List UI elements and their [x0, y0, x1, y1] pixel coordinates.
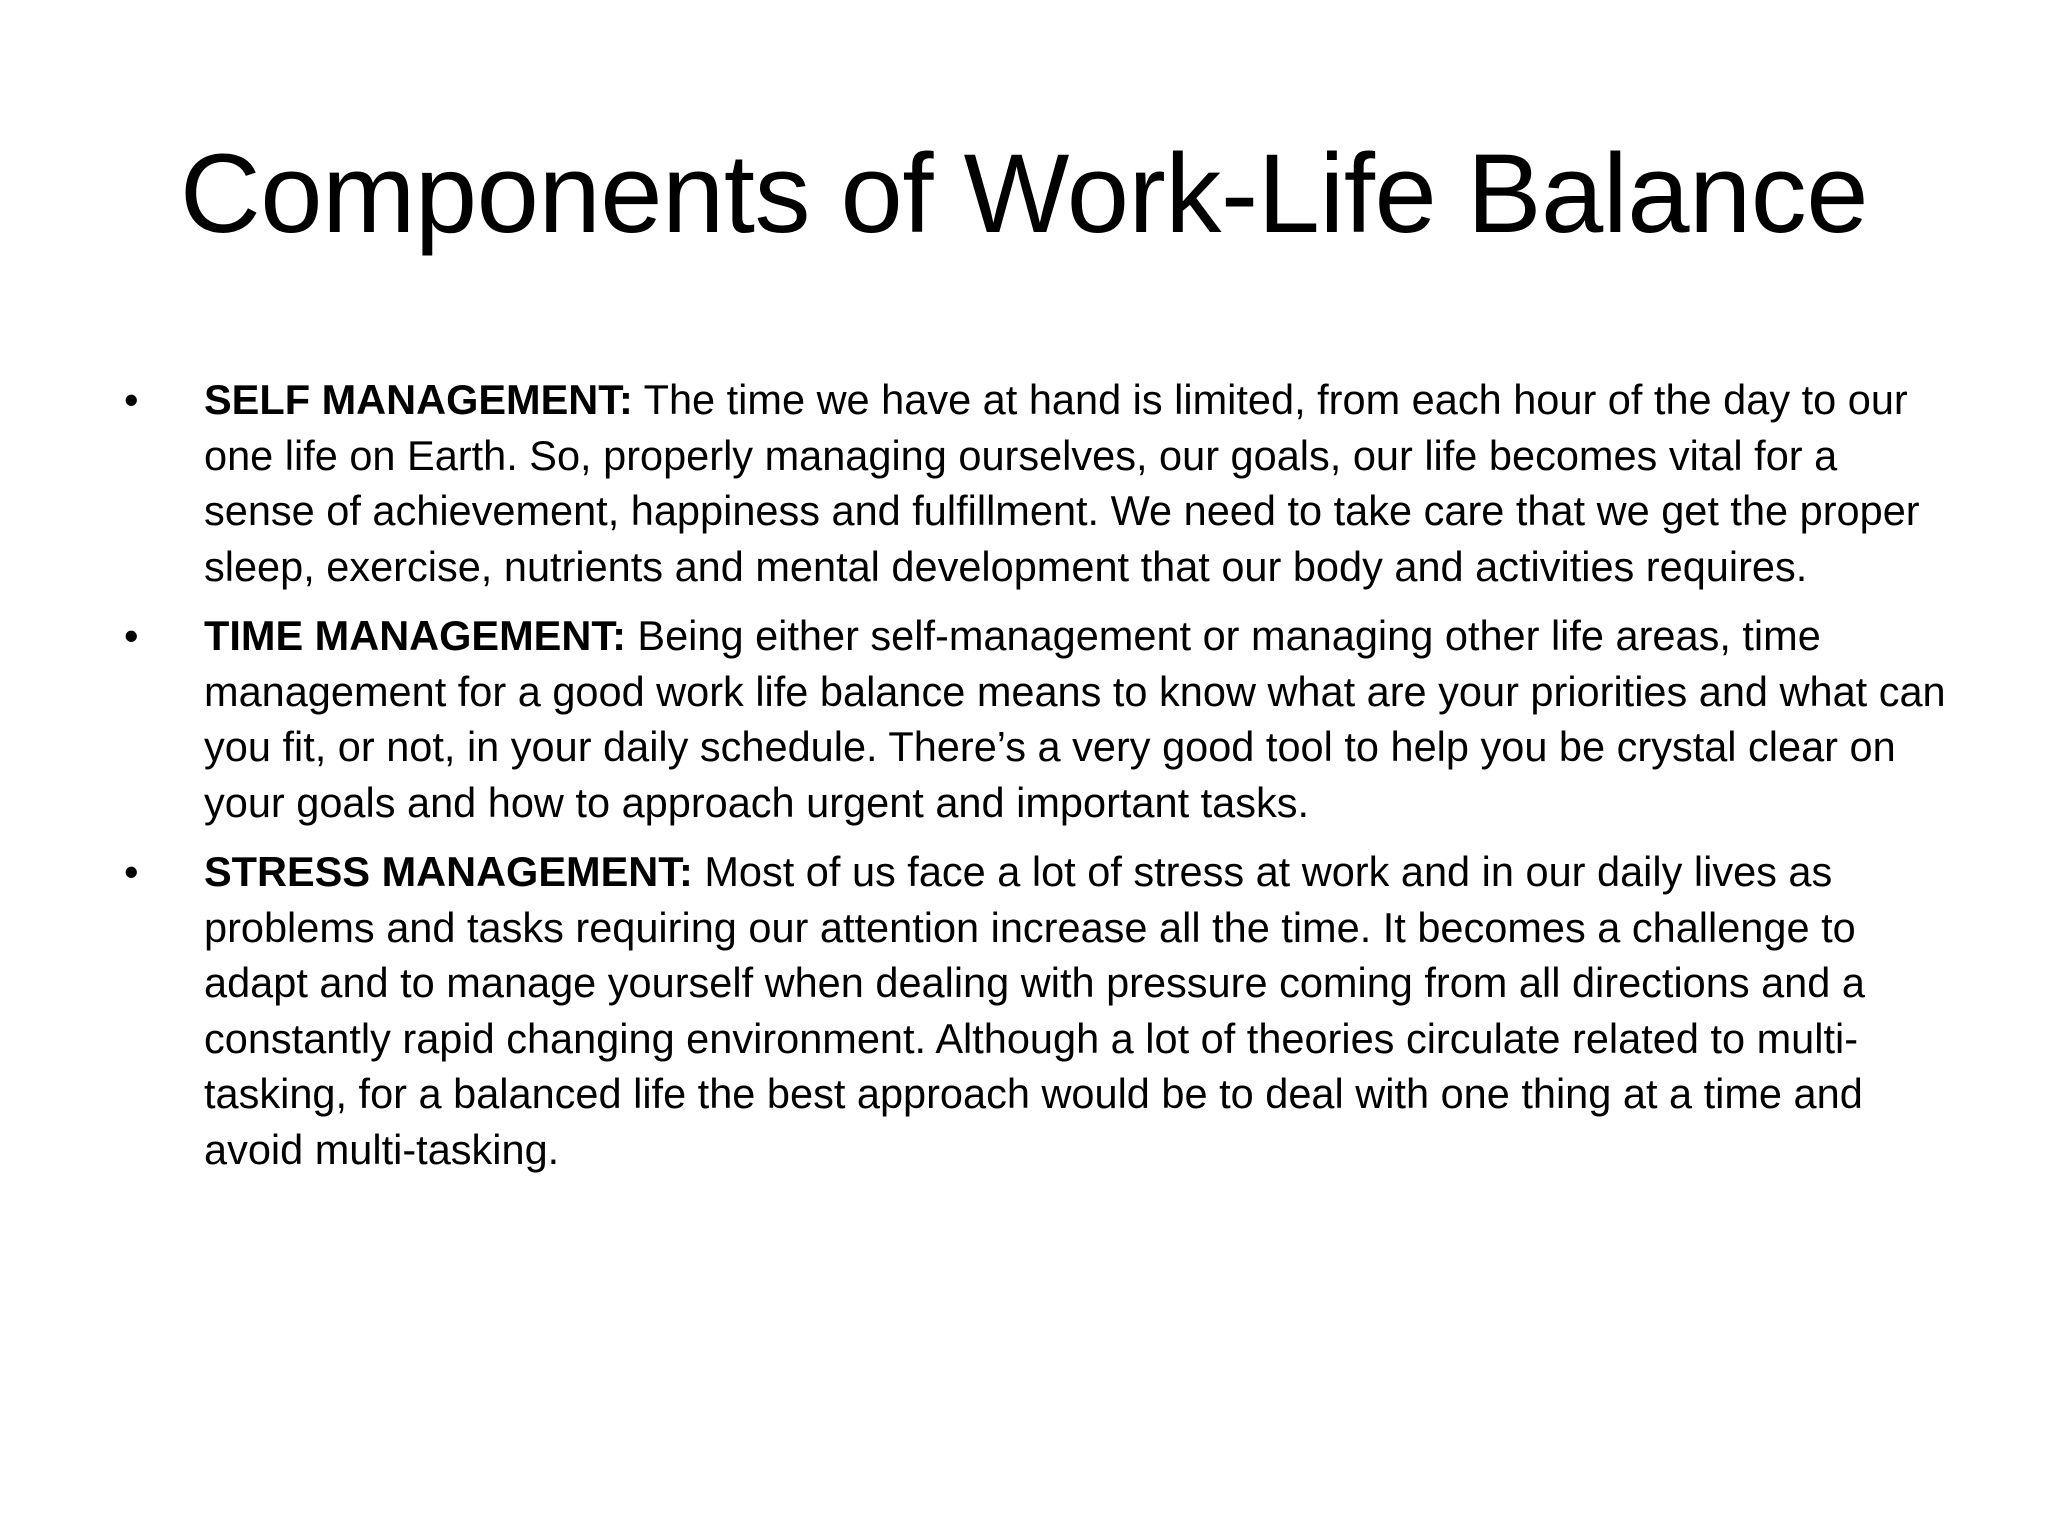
bullet-text: Being either self-management or managing other life areas, time management for a good work life balance means to know what are your priorities and what can you fit, or not, in your daily schedule. There’s a very good tool to help you be crystal clear on your goals and how to approach urgent and important tasks. [204, 612, 1946, 826]
bullet-heading: TIME MANAGEMENT: [204, 612, 626, 659]
bullet-icon: • [124, 612, 139, 659]
bullet-icon: • [124, 848, 139, 895]
slide-title: Components of Work-Life Balance [179, 131, 1869, 256]
bullet-item-stress-management [118, 844, 1948, 1177]
bullet-text: Most of us face a lot of stress at work and in our daily lives as problems and tasks requiring our attention increase all the time. It becomes a challenge to adapt and to manage yourself when dealing with pressure coming from all directions and a constantly rapid changing environment. Although a lot of theories circulate related to multi-tasking, for a balanced life the best approach would be to deal with one thing at a time and avoid multi-tasking. [204, 848, 1865, 1173]
bullet-heading: STRESS MANAGEMENT: [204, 848, 693, 895]
bullet-heading: SELF MANAGEMENT: [204, 376, 633, 423]
bullet-icon: • [124, 376, 139, 423]
bullet-item-self-management [118, 372, 1948, 594]
bullet-list [118, 372, 1948, 1191]
bullet-item-time-management [118, 608, 1948, 830]
bullet-text: The time we have at hand is limited, from each hour of the day to our one life on Earth. So, properly managing ourselves, our goals, our life becomes vital for a sense of achievement, happiness and fulfillment. We need to take care that we get the proper sleep, exercise, nutrients and mental development that our body and activities requires. [204, 376, 1920, 590]
